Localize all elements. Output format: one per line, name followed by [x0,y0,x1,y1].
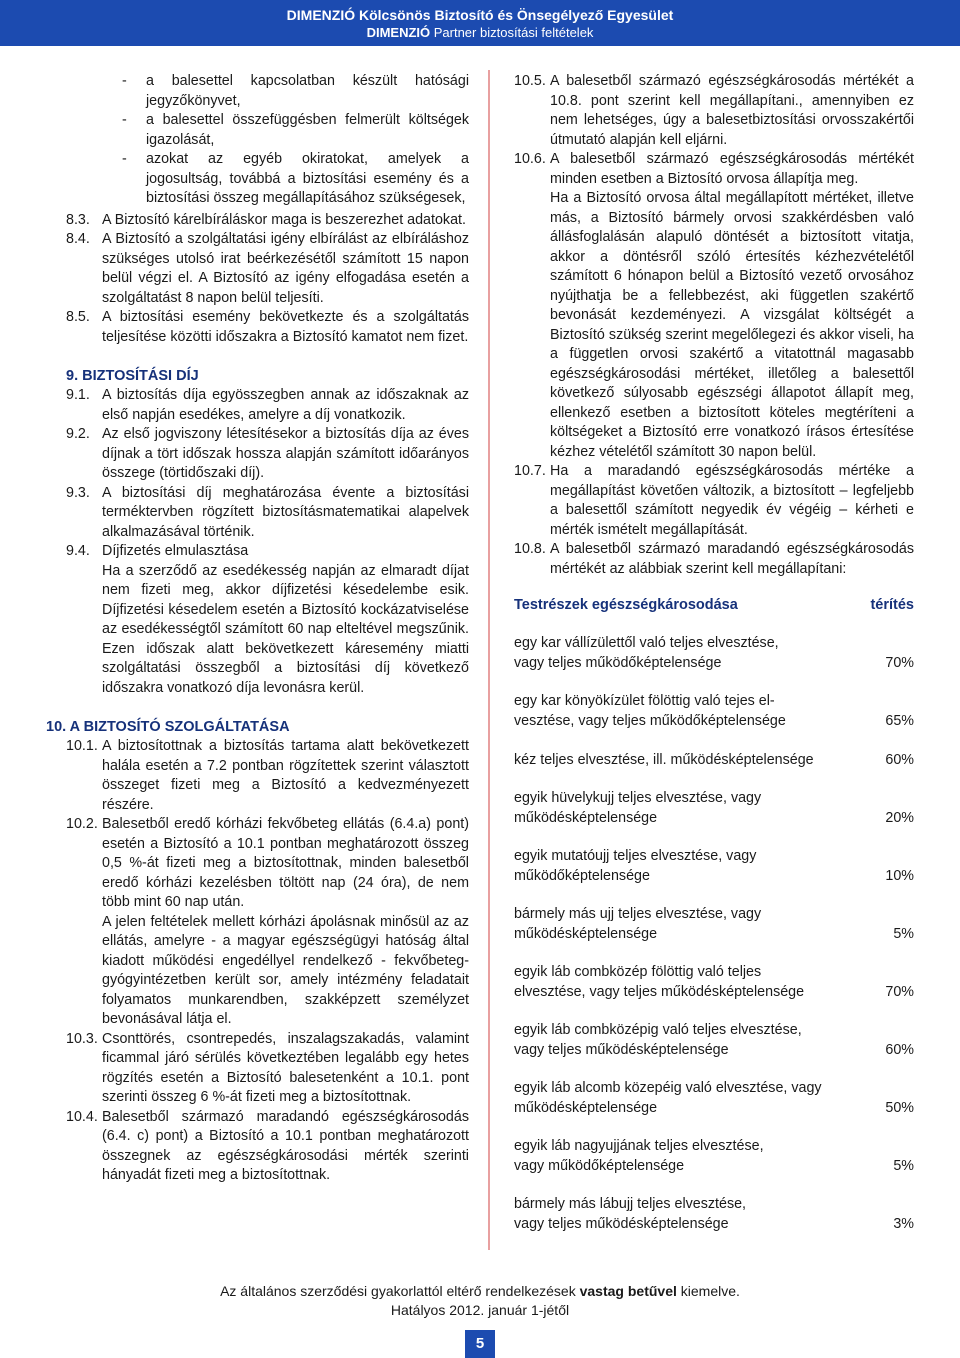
description-line: bármely más ujj teljes elvesztése, vagy [514,906,762,922]
section-9-title: 9. BIZTOSÍTÁSI DÍJ [66,368,199,384]
description-line: működőképtelensége [514,867,650,884]
clause-10-7 [514,462,914,540]
clause-text: A biztosítási díj meghatározása évente a biztosítási terméktervben rögzített biztosításmatematikai alapelvek alkalmazásával történik. [102,484,469,540]
clause-number: 10.6. [514,151,546,167]
clause-number: 10.7. [514,463,546,479]
description-line: egyik láb combközép fölöttig való teljes [514,964,762,980]
body-part-description [514,963,854,1002]
clause-9-4 [66,542,469,562]
clause-number: 10.1. [66,738,98,754]
compensation-table [514,596,914,1234]
header-brand: DIMENZIÓ [366,25,431,40]
right-column [514,72,914,1253]
table-row [514,789,914,828]
clause-10-3 [66,1030,469,1108]
spacer [66,698,469,717]
clause-text: Csonttörés, csontrepedés, inszalagszakadás, valamint ficammal járó sérülés következtében legalább egy hetes rögzítés esetén a Biztosító balesetenként a 10.1. pont szerinti összeg 6 %-át fizeti meg a biztosítottnak. [102,1030,469,1105]
clause-9-2 [66,425,469,484]
footer-effective-date: Hatályos 2012. január 1-jétől [390,1302,570,1318]
table-row [514,905,914,944]
payment-percent: 65% [885,712,914,729]
description-line: vagy teljes működőképtelensége [514,654,722,671]
clause-8-5 [66,308,469,347]
clause-10-5 [514,72,914,150]
payment-percent: 60% [885,1041,914,1058]
clause-text: Balesetből eredő kórházi fekvőbeteg ellátás (6.4.a) pont) esetén a Biztosító a 10.1 pontban meghatározott összeg 0,5 %-át fizeti meg a biztosítottnak, minden balesetből eredő kórházi kezelésben töltött nap (24 óra), de nem több mint 60 nap után. [102,816,469,910]
clause-10-2 [66,815,469,913]
clause-text: A balesetből származó egészségkárosodás mértékét minden esetben a Biztosító orvosa állapítja meg. [550,151,914,187]
clause-number: 10.4. [66,1108,98,1125]
description-line: egyik láb nagyujjának teljes elvesztése, [514,1138,764,1154]
clause-9-3 [66,484,469,543]
body-part-description [514,1195,854,1234]
table-header-body-part: Testrészek egészségkárosodása [514,597,738,613]
description-line: egyik hüvelykujj teljes elvesztése, vagy [514,790,762,806]
description-line: elvesztése, vagy teljes működésképtelensége [514,983,805,1000]
description-line: vagy teljes működésképtelensége [514,1215,729,1232]
description-line: működésképtelensége [514,809,658,826]
clause-number: 9.2. [66,426,90,442]
table-row [514,1079,914,1118]
page-header [0,0,960,46]
clause-10-6 [514,150,914,189]
clause-text: Ha a maradandó egészségkárosodás mértéke a megállapítást követően változik, a biztosított – legfeljebb a balesettől számított negyedik év végéig – kérheti e mérték ismételt megállapítását. [550,463,914,538]
clause-text: Az első jogviszony létesítésekor a biztosítás díja az éves díjnak a tört időszak hossza alapján számított időarányos összege (törtidőszaki díj). [102,426,469,481]
clause-number: 10.2. [66,816,98,832]
page-footer [0,1282,960,1320]
payment-percent: 5% [893,925,914,942]
bullet-text: azokat az egyéb okiratokat, amelyek a jogosultság, továbbá a biztosítási esemény és a biztosítási összeg megállapításához szükségesek, [146,151,469,206]
table-row [514,1195,914,1234]
table-row [514,847,914,886]
clause-text: A Biztosító a szolgáltatási igény elbírálást az elbíráláshoz szükséges utolsó irat beérkezésétől számított 15 napon belül végzi el. A Biztosító az igény elfogadása esetén a szolgáltatást 8 napon belül teljesíti. [102,231,469,306]
description-line: egyik láb combközépig való teljes elvesztése, [514,1022,802,1038]
description-line: egyik mutatóujj teljes elvesztése, vagy [514,848,757,864]
clause-number: 10.3. [66,1030,98,1047]
left-column [46,72,469,1186]
clause-number: 8.3. [66,211,90,228]
header-subtitle-rest: Partner biztosítási feltételek [430,25,594,40]
clause-8-3 [66,211,469,231]
clause-number: 9.4. [66,543,90,559]
description-line: vesztése, vagy teljes működőképtelensége [514,712,786,729]
clause-8-4 [66,230,469,308]
bullet-text: a balesettel összefüggésben felmerült költségek igazolását, [146,112,469,148]
clause-10-8 [514,540,914,579]
header-title: DIMENZIÓ Kölcsönös Biztosító és Önsegélyező Egyesület [286,7,674,23]
body-part-description [514,1079,854,1118]
clause-10-1 [66,737,469,815]
table-header-payment: térítés [870,597,914,613]
clause-text: A biztosítás díja egyösszegben annak az időszaknak az első napján esedékes, amelyre a díj vonatkozik. [102,387,469,423]
bullet-mark: - [122,112,127,128]
table-body [514,634,914,1234]
clause-number: 10.5. [514,73,546,89]
table-row [514,963,914,1002]
bullet-mark: - [122,73,127,89]
column-divider [488,70,490,1250]
clause-10-6-body: Ha a Biztosító orvosa által megállapított mértéket, illetve más, a Biztosító bármely orvosi szakkérdésben való állásfoglalásán alapuló döntését a biztosított vitatja, akkor a döntésről szóló értesítés kézhezvételétől számított 6 hónapon belül a Biztosító vezető orvosához nyújthatja be a fellebbezést, aki független szakértő bevonását kezdeményezi. A vizsgálat költségét a Biztosító szükség szerint megelőlegezi és akkor viseli, ha a független orvosi szakértő a vitatottnál magasabb egészségkárosodási mértéket, illetőleg a balesettől következő súlyosabb egészségi állapotot állapít meg, ellenkező esetben a biztosított köteles megtéríteni a költségeket a Biztosító erre vonatkozó írásos értesítése kézhez vételétől számított 30 napon belül. [550,190,914,460]
bullet-item [66,72,469,111]
footer-note-text: Az általános szerződési gyakorlattól eltérő rendelkezések [220,1283,580,1299]
clause-text: A balesetből származó maradandó egészségkárosodás mértékét az alábbiak szerint kell megállapítani: [550,541,914,577]
description-line: egyik láb alcomb közepéig való elvesztése, vagy [514,1080,822,1096]
description-line: kéz teljes elvesztése, ill. működésképtelensége [514,751,814,768]
description-line: egy kar vállízülettől való teljes elvesztése, [514,635,779,651]
payment-percent: 10% [885,867,914,884]
description-line: működésképtelensége [514,925,658,942]
table-row [514,634,914,673]
payment-percent: 20% [885,809,914,826]
payment-percent: 3% [893,1215,914,1232]
description-line: bármely más lábujj teljes elvesztése, [514,1196,747,1212]
clause-9-4-body: Ha a szerződő az esedékesség napján az elmaradt díjat nem fizeti meg, akkor díjfizetési késedelembe esik. Díjfizetési késedelem esetén a Biztosító kockázatviselése az esedékességtől számított 60 nap elteltével megszűnik. Ezen időszak alatt bekövetkezett káresemény miatti szolgáltatási összegből a biztosítási díj következő időszakra vonatkozó díja levonásra kerül. [102,562,469,696]
payment-percent: 50% [885,1099,914,1116]
body-part-description [514,634,854,673]
description-line: vagy teljes működésképtelensége [514,1041,729,1058]
footer-note [0,1282,960,1301]
bullet-item [66,111,469,150]
clause-number: 9.1. [66,387,90,403]
clause-number: 8.4. [66,231,90,247]
description-line: működésképtelensége [514,1099,658,1116]
clause-number: 9.3. [66,484,90,501]
body-part-description [514,789,854,828]
clause-9-1 [66,386,469,425]
clause-text: A biztosítási esemény bekövetkezte és a szolgáltatás teljesítése közötti időszakra a Biztosító kamatot nem fizet. [102,309,469,345]
description-line: egy kar könyökízület fölöttig való tejes el- [514,693,775,709]
page-number: 5 [465,1330,495,1358]
footer-note-end: kiemelve. [676,1283,740,1299]
table-row [514,692,914,731]
body-part-description [514,692,854,731]
header-subtitle [0,24,960,41]
payment-percent: 70% [885,654,914,671]
bullet-item [66,150,469,209]
body-part-description [514,905,854,944]
table-row [514,750,914,770]
table-row [514,1137,914,1176]
clause-number: 10.8. [514,541,546,557]
clause-text: A Biztosító kárelbíráláskor maga is beszerezhet adatokat. [102,211,466,228]
payment-percent: 5% [893,1157,914,1174]
clause-number: 8.5. [66,309,90,325]
clause-10-4 [66,1108,469,1186]
table-row [514,1021,914,1060]
payment-percent: 70% [885,983,914,1000]
clause-text: Balesetből származó maradandó egészségkárosodás (6.4. c) pont) a Biztosító a 10.1 pontban meghatározott összegnek az egészségkárosodási mérték szerinti hányadát fizeti meg a biztosítottnak. [102,1108,469,1183]
body-part-description [514,1137,854,1176]
table-header [514,596,914,616]
spacer [66,347,469,366]
clause-text: A biztosítottnak a biztosítás tartama alatt bekövetkezett halála esetén a 7.2 pontban rögzítettek szerint választott összeget fizeti meg a Biztosító a kedvezményezett részére. [102,738,469,813]
bullet-mark: - [122,151,127,167]
body-part-description [514,1021,854,1060]
clause-text: Díjfizetés elmulasztása [102,543,249,559]
footer-note-bold: vastag betűvel [579,1283,677,1299]
description-line: vagy működőképtelensége [514,1157,685,1174]
section-10-title: 10. A BIZTOSÍTÓ SZOLGÁLTATÁSA [46,719,290,735]
body-part-description [514,847,854,886]
body-part-description [514,751,854,771]
bullet-text: a balesettel kapcsolatban készült hatósági jegyzőkönyvet, [146,73,469,109]
clause-10-2-body: A jelen feltételek mellett kórházi ápolásnak minősül az az ellátás, amelyre - a magyar egészségügyi hatóság által kiadott működési engedéllyel rendelkező - fekvőbeteg-gyógyintézetben került sor, amely intézmény feladatait folyamatos munkarendben, szakképzett személyzet bevonásával látja el. [102,913,469,1027]
payment-percent: 60% [885,751,914,768]
clause-text: A balesetből származó egészségkárosodás mértékét a 10.8. pont szerint kell megállapítani., amennyiben ez nem lehetséges, úgy a balesetbiztosítási orvosszakértői útmutató alapján kell eljárni. [550,73,914,148]
